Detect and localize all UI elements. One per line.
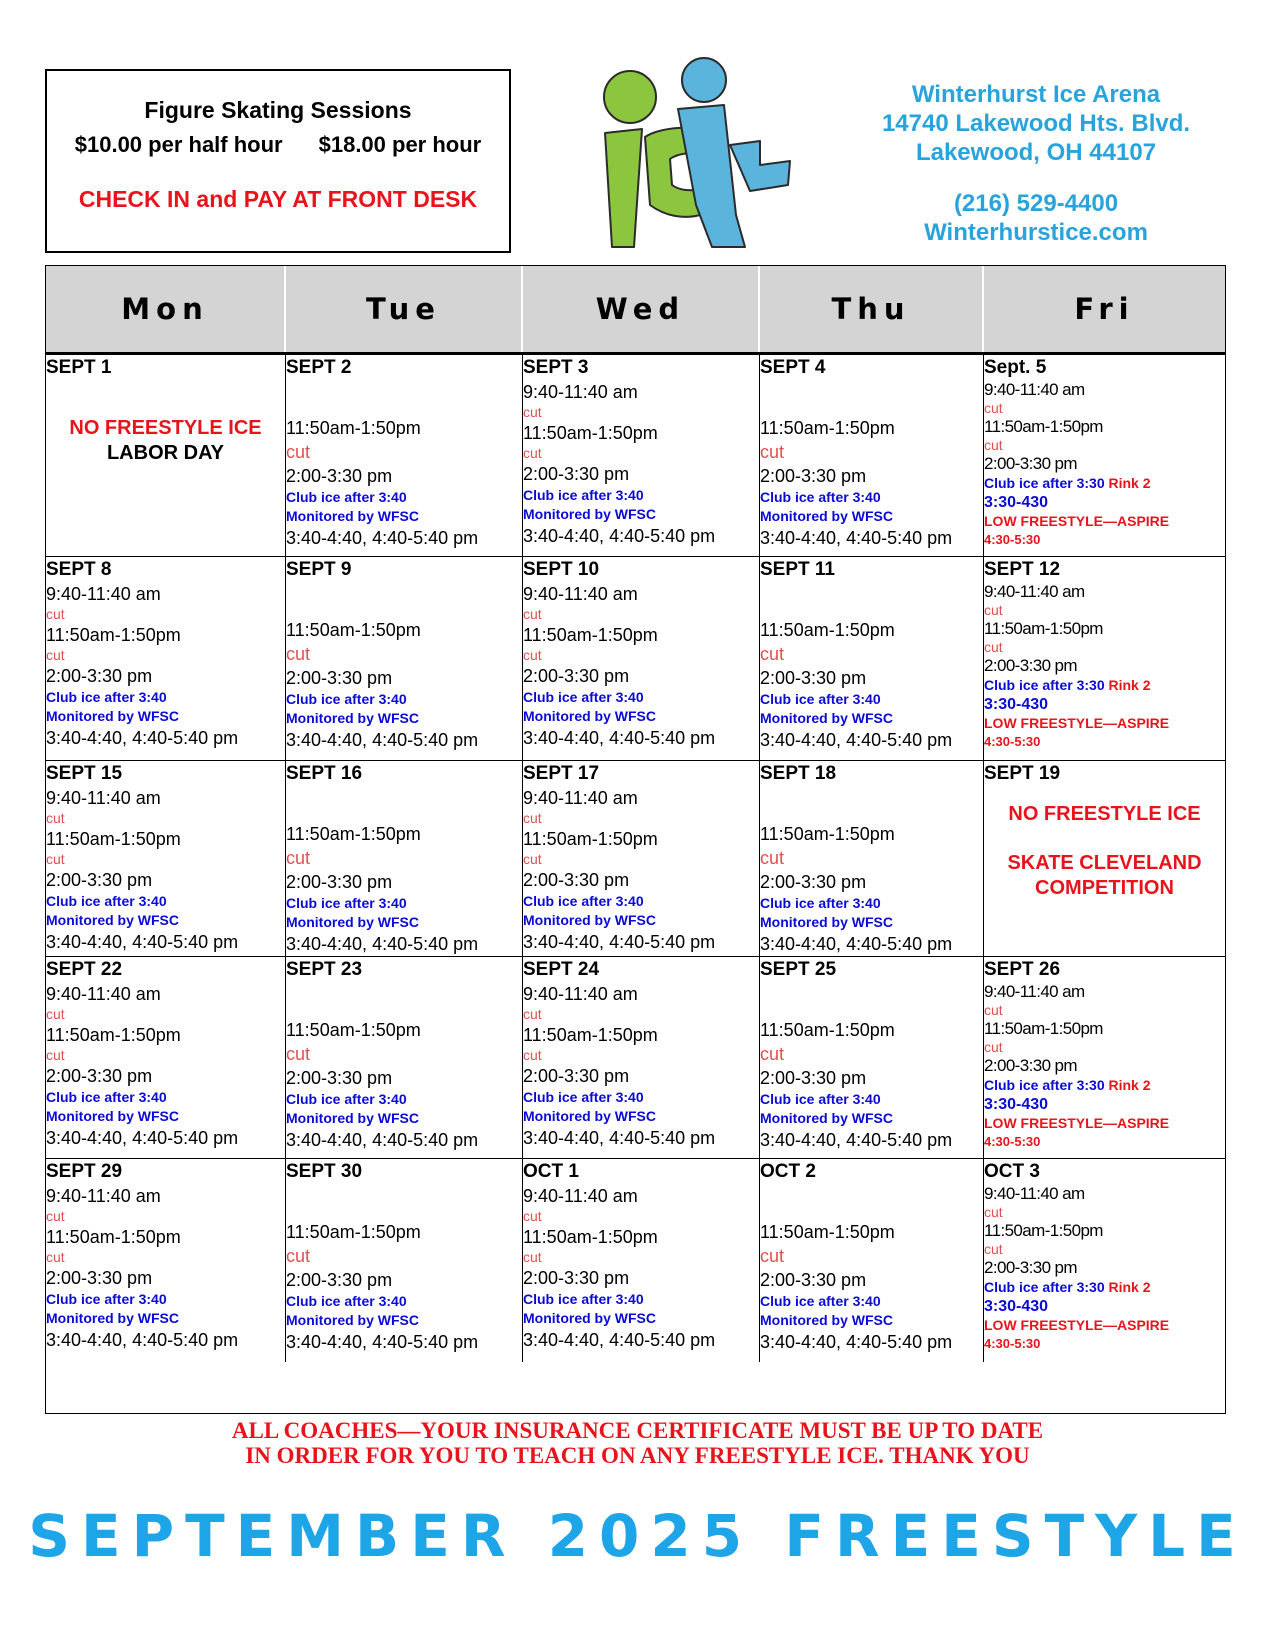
cut-label: cut: [286, 1246, 311, 1266]
calendar-day-cell: [46, 355, 286, 557]
cut-label: cut: [523, 810, 542, 826]
time-midday: 11:50am-1:50pm: [523, 1025, 658, 1045]
time-evening: 3:40-4:40, 4:40-5:40 pm: [760, 1332, 953, 1352]
day-date: SEPT 18: [760, 763, 837, 784]
time-afternoon: 2:00-3:30 pm: [984, 1056, 1077, 1075]
day-date: SEPT 15: [46, 763, 123, 784]
calendar-day-cell: [46, 957, 286, 1159]
cut-label: cut: [46, 1249, 65, 1265]
time-afternoon: 2:00-3:30 pm: [523, 1268, 630, 1288]
cut-label: cut: [46, 647, 65, 663]
time-afternoon: 2:00-3:30 pm: [760, 872, 867, 892]
calendar-day-cell: [984, 761, 1225, 957]
calendar-week-row: [46, 1159, 1225, 1362]
club-ice-note: Club ice after 3:40: [760, 1293, 881, 1309]
calendar-day-cell: [984, 957, 1225, 1159]
calendar-day-cell: [760, 355, 984, 557]
arena-website[interactable]: Winterhurstice.com: [924, 219, 1148, 246]
cut-label: cut: [984, 437, 1003, 453]
time-evening: 3:40-4:40, 4:40-5:40 pm: [523, 1330, 716, 1350]
time-midday: 11:50am-1:50pm: [286, 1222, 421, 1242]
rink-2-label: Rink 2: [1108, 677, 1151, 693]
cut-label: cut: [760, 1246, 785, 1266]
time-am: 9:40-11:40 am: [46, 984, 161, 1004]
friday-club-ice: [984, 676, 1225, 695]
monitored-note: Monitored by WFSC: [46, 708, 179, 724]
club-ice-note: Club ice after 3:40: [760, 895, 881, 911]
spacer: [760, 582, 983, 618]
day-date: SEPT 11: [760, 559, 835, 580]
monitored-note: Monitored by WFSC: [760, 914, 893, 930]
arena-info: [856, 80, 1216, 247]
cut-label: cut: [46, 1208, 65, 1224]
cut-label: cut: [46, 1006, 65, 1022]
day-date: SEPT 2: [286, 357, 352, 378]
monitored-note: Monitored by WFSC: [760, 710, 893, 726]
monitored-note: Monitored by WFSC: [523, 506, 656, 522]
spacer: [286, 1184, 522, 1220]
time-am: 9:40-11:40 am: [523, 584, 638, 604]
time-midday: 11:50am-1:50pm: [46, 829, 181, 849]
day-date: OCT 1: [523, 1161, 579, 1182]
spacer: [760, 380, 983, 416]
time-330: 3:30-430: [984, 494, 1049, 511]
arena-address-1: 14740 Lakewood Hts. Blvd.: [881, 110, 1191, 137]
monitored-note: Monitored by WFSC: [523, 708, 656, 724]
calendar-day-cell: [523, 355, 760, 557]
ice-logo: [600, 55, 825, 250]
time-evening: 3:40-4:40, 4:40-5:40 pm: [760, 934, 953, 954]
day-date: SEPT 19: [984, 763, 1061, 784]
cut-label: cut: [523, 445, 542, 461]
spacer: [286, 380, 522, 416]
day-date: Sept. 5: [984, 357, 1047, 378]
monitored-note: Monitored by WFSC: [46, 1310, 179, 1326]
monitored-note: Monitored by WFSC: [286, 1312, 419, 1328]
time-midday: 11:50am-1:50pm: [46, 1025, 181, 1045]
time-am: 9:40-11:40 am: [523, 1186, 638, 1206]
labor-day-note: LABOR DAY: [106, 442, 225, 464]
time-am: 9:40-11:40 am: [984, 1184, 1085, 1203]
cut-label: cut: [984, 639, 1003, 655]
cut-label: cut: [984, 1204, 1003, 1220]
time-afternoon: 2:00-3:30 pm: [760, 668, 867, 688]
cut-label: cut: [984, 1039, 1003, 1055]
time-afternoon: 2:00-3:30 pm: [523, 666, 630, 686]
no-freestyle-note: NO FREESTYLE ICE: [1008, 803, 1201, 825]
no-freestyle-note: NO FREESTYLE ICE: [69, 417, 262, 439]
time-afternoon: 2:00-3:30 pm: [523, 870, 630, 890]
monitored-note: Monitored by WFSC: [523, 1310, 656, 1326]
day-date: SEPT 26: [984, 959, 1061, 980]
header-wed: Wed: [523, 266, 760, 352]
monitored-note: Monitored by WFSC: [46, 912, 179, 928]
club-ice-note: Club ice after 3:40: [286, 1293, 407, 1309]
cut-label: cut: [46, 606, 65, 622]
club-ice-note: Club ice after 3:40: [523, 1089, 644, 1105]
calendar-week-row: [46, 761, 1225, 957]
spacer: [286, 982, 522, 1018]
calendar-week-row: [46, 355, 1225, 557]
time-evening: 3:40-4:40, 4:40-5:40 pm: [523, 1128, 716, 1148]
time-430: 4:30-5:30: [984, 1134, 1041, 1149]
monitored-note: Monitored by WFSC: [760, 1312, 893, 1328]
calendar-header: [46, 266, 1225, 355]
monitored-note: Monitored by WFSC: [46, 1108, 179, 1124]
day-date: SEPT 30: [286, 1161, 363, 1182]
cut-label: cut: [46, 1047, 65, 1063]
day-date: SEPT 24: [523, 959, 600, 980]
low-freestyle-note: LOW FREESTYLE—ASPIRE: [984, 1115, 1170, 1131]
cut-label: cut: [286, 644, 311, 664]
pricing-title: Figure Skating Sessions: [144, 97, 412, 123]
calendar-day-cell: [760, 1159, 984, 1362]
club-ice-note: Club ice after 3:30: [984, 1279, 1105, 1295]
time-evening: 3:40-4:40, 4:40-5:40 pm: [760, 1130, 953, 1150]
day-date: OCT 3: [984, 1161, 1040, 1182]
day-date: SEPT 10: [523, 559, 600, 580]
calendar-day-cell: [984, 355, 1225, 557]
time-evening: 3:40-4:40, 4:40-5:40 pm: [760, 528, 953, 548]
time-am: 9:40-11:40 am: [984, 380, 1085, 399]
time-midday: 11:50am-1:50pm: [760, 418, 895, 438]
time-afternoon: 2:00-3:30 pm: [46, 1066, 153, 1086]
time-afternoon: 2:00-3:30 pm: [523, 464, 630, 484]
cut-label: cut: [523, 851, 542, 867]
time-430: 4:30-5:30: [984, 532, 1041, 547]
time-evening: 3:40-4:40, 4:40-5:40 pm: [523, 932, 716, 952]
monitored-note: Monitored by WFSC: [760, 508, 893, 524]
spacer: [984, 786, 1225, 802]
calendar-day-cell: [760, 761, 984, 957]
cut-label: cut: [984, 1002, 1003, 1018]
calendar-grid: [45, 265, 1226, 1414]
time-afternoon: 2:00-3:30 pm: [286, 1068, 393, 1088]
time-midday: 11:50am-1:50pm: [46, 1227, 181, 1247]
club-ice-note: Club ice after 3:40: [46, 893, 167, 909]
friday-club-ice: [984, 474, 1225, 493]
time-am: 9:40-11:40 am: [523, 382, 638, 402]
club-ice-note: Club ice after 3:40: [760, 489, 881, 505]
time-evening: 3:40-4:40, 4:40-5:40 pm: [286, 730, 479, 750]
spacer: [46, 380, 285, 416]
spacer: [760, 982, 983, 1018]
time-afternoon: 2:00-3:30 pm: [760, 1270, 867, 1290]
day-date: SEPT 9: [286, 559, 352, 580]
club-ice-note: Club ice after 3:40: [760, 691, 881, 707]
calendar-day-cell: [984, 1159, 1225, 1362]
time-evening: 3:40-4:40, 4:40-5:40 pm: [46, 1128, 239, 1148]
cut-label: cut: [760, 644, 785, 664]
day-date: SEPT 8: [46, 559, 112, 580]
pricing-box: [45, 69, 511, 253]
time-afternoon: 2:00-3:30 pm: [984, 454, 1077, 473]
spacer: [760, 1184, 983, 1220]
day-date: SEPT 25: [760, 959, 837, 980]
club-ice-note: Club ice after 3:30: [984, 475, 1105, 491]
time-am: 9:40-11:40 am: [46, 584, 161, 604]
spacer: [760, 786, 983, 822]
time-midday: 11:50am-1:50pm: [523, 1227, 658, 1247]
time-evening: 3:40-4:40, 4:40-5:40 pm: [286, 934, 479, 954]
time-am: 9:40-11:40 am: [984, 582, 1085, 601]
club-ice-note: Club ice after 3:40: [46, 1291, 167, 1307]
club-ice-note: Club ice after 3:40: [286, 895, 407, 911]
friday-club-ice: [984, 1278, 1225, 1297]
calendar-week-row: [46, 557, 1225, 761]
day-date: SEPT 4: [760, 357, 826, 378]
rink-2-label: Rink 2: [1108, 475, 1151, 491]
time-evening: 3:40-4:40, 4:40-5:40 pm: [46, 932, 239, 952]
day-date: SEPT 1: [46, 357, 112, 378]
skate-cleveland-note: SKATE CLEVELAND: [1007, 852, 1202, 874]
time-midday: 11:50am-1:50pm: [984, 619, 1103, 638]
day-date: SEPT 16: [286, 763, 363, 784]
arena-name: Winterhurst Ice Arena: [911, 81, 1161, 108]
club-ice-note: Club ice after 3:40: [760, 1091, 881, 1107]
time-evening: 3:40-4:40, 4:40-5:40 pm: [46, 728, 239, 748]
low-freestyle-note: LOW FREESTYLE—ASPIRE: [984, 715, 1170, 731]
calendar-day-cell: [286, 355, 523, 557]
time-midday: 11:50am-1:50pm: [984, 1221, 1103, 1240]
club-ice-note: Club ice after 3:40: [523, 487, 644, 503]
header-tue: Tue: [286, 266, 523, 352]
time-evening: 3:40-4:40, 4:40-5:40 pm: [286, 528, 479, 548]
rink-2-label: Rink 2: [1108, 1279, 1151, 1295]
cut-label: cut: [46, 851, 65, 867]
rink-2-label: Rink 2: [1108, 1077, 1151, 1093]
cut-label: cut: [523, 1249, 542, 1265]
calendar-day-cell: [523, 557, 760, 761]
time-midday: 11:50am-1:50pm: [523, 423, 658, 443]
time-evening: 3:40-4:40, 4:40-5:40 pm: [286, 1130, 479, 1150]
cut-label: cut: [523, 1006, 542, 1022]
day-date: SEPT 23: [286, 959, 363, 980]
cut-label: cut: [760, 442, 785, 462]
time-midday: 11:50am-1:50pm: [523, 625, 658, 645]
time-midday: 11:50am-1:50pm: [286, 620, 421, 640]
calendar-day-cell: [523, 957, 760, 1159]
club-ice-note: Club ice after 3:40: [523, 1291, 644, 1307]
time-midday: 11:50am-1:50pm: [984, 417, 1103, 436]
calendar-day-cell: [760, 557, 984, 761]
cut-label: cut: [46, 810, 65, 826]
cut-label: cut: [523, 404, 542, 420]
time-afternoon: 2:00-3:30 pm: [760, 466, 867, 486]
time-midday: 11:50am-1:50pm: [984, 1019, 1103, 1038]
day-date: SEPT 3: [523, 357, 589, 378]
cut-label: cut: [286, 442, 311, 462]
time-afternoon: 2:00-3:30 pm: [286, 466, 393, 486]
low-freestyle-note: LOW FREESTYLE—ASPIRE: [984, 1317, 1170, 1333]
time-afternoon: 2:00-3:30 pm: [523, 1066, 630, 1086]
cut-label: cut: [286, 848, 311, 868]
club-ice-note: Club ice after 3:40: [286, 1091, 407, 1107]
insurance-notice: [0, 1418, 1275, 1468]
day-date: SEPT 17: [523, 763, 600, 784]
time-midday: 11:50am-1:50pm: [760, 824, 895, 844]
calendar-day-cell: [760, 957, 984, 1159]
calendar-day-cell: [286, 761, 523, 957]
header-thu: Thu: [760, 266, 984, 352]
monitored-note: Monitored by WFSC: [286, 508, 419, 524]
time-midday: 11:50am-1:50pm: [286, 824, 421, 844]
cut-label: cut: [523, 1208, 542, 1224]
monitored-note: Monitored by WFSC: [523, 912, 656, 928]
time-afternoon: 2:00-3:30 pm: [286, 1270, 393, 1290]
time-evening: 3:40-4:40, 4:40-5:40 pm: [523, 728, 716, 748]
time-afternoon: 2:00-3:30 pm: [46, 1268, 153, 1288]
cut-label: cut: [760, 848, 785, 868]
spacer: [286, 786, 522, 822]
header-fri: Fri: [984, 266, 1225, 352]
day-date: OCT 2: [760, 1161, 816, 1182]
club-ice-note: Club ice after 3:40: [46, 1089, 167, 1105]
time-midday: 11:50am-1:50pm: [523, 829, 658, 849]
cut-label: cut: [760, 1044, 785, 1064]
club-ice-note: Club ice after 3:40: [286, 489, 407, 505]
club-ice-note: Club ice after 3:40: [286, 691, 407, 707]
calendar-day-cell: [286, 557, 523, 761]
calendar-day-cell: [46, 1159, 286, 1362]
time-evening: 3:40-4:40, 4:40-5:40 pm: [523, 526, 716, 546]
cut-label: cut: [286, 1044, 311, 1064]
time-afternoon: 2:00-3:30 pm: [46, 666, 153, 686]
header-mon: Mon: [46, 266, 286, 352]
calendar-day-cell: [523, 761, 760, 957]
time-midday: 11:50am-1:50pm: [286, 418, 421, 438]
monitored-note: Monitored by WFSC: [286, 1110, 419, 1126]
calendar-week-row: [46, 957, 1225, 1159]
time-afternoon: 2:00-3:30 pm: [760, 1068, 867, 1088]
time-am: 9:40-11:40 am: [984, 982, 1085, 1001]
time-afternoon: 2:00-3:30 pm: [286, 668, 393, 688]
time-330: 3:30-430: [984, 696, 1049, 713]
time-evening: 3:40-4:40, 4:40-5:40 pm: [286, 1332, 479, 1352]
insurance-line-2: IN ORDER FOR YOU TO TEACH ON ANY FREESTYLE ICE. THANK YOU: [245, 1443, 1030, 1468]
cut-label: cut: [523, 1047, 542, 1063]
time-midday: 11:50am-1:50pm: [46, 625, 181, 645]
pricing-rates: [47, 132, 509, 158]
cut-label: cut: [523, 647, 542, 663]
insurance-line-1: ALL COACHES—YOUR INSURANCE CERTIFICATE MUST BE UP TO DATE: [231, 1418, 1044, 1443]
calendar-day-cell: [286, 1159, 523, 1362]
time-am: 9:40-11:40 am: [46, 1186, 161, 1206]
time-am: 9:40-11:40 am: [523, 984, 638, 1004]
page-title: SEPTEMBER 2025 FREESTYLE: [28, 1502, 1247, 1570]
cut-label: cut: [984, 602, 1003, 618]
time-330: 3:30-430: [984, 1096, 1049, 1113]
time-430: 4:30-5:30: [984, 734, 1041, 749]
club-ice-note: Club ice after 3:40: [46, 689, 167, 705]
time-430: 4:30-5:30: [984, 1336, 1041, 1351]
time-afternoon: 2:00-3:30 pm: [286, 872, 393, 892]
time-afternoon: 2:00-3:30 pm: [46, 870, 153, 890]
time-afternoon: 2:00-3:30 pm: [984, 656, 1077, 675]
time-evening: 3:40-4:40, 4:40-5:40 pm: [760, 730, 953, 750]
half-hour-rate: $10.00 per half hour: [74, 132, 283, 157]
calendar-day-cell: [523, 1159, 760, 1362]
cut-label: cut: [984, 1241, 1003, 1257]
spacer: [984, 827, 1225, 851]
time-am: 9:40-11:40 am: [46, 788, 161, 808]
arena-address-2: Lakewood, OH 44107: [915, 139, 1157, 166]
calendar-day-cell: [46, 761, 286, 957]
monitored-note: Monitored by WFSC: [760, 1110, 893, 1126]
club-ice-note: Club ice after 3:40: [523, 689, 644, 705]
check-in-note: CHECK IN and PAY AT FRONT DESK: [78, 186, 478, 212]
club-ice-note: Club ice after 3:40: [523, 893, 644, 909]
spacer: [286, 582, 522, 618]
day-date: SEPT 22: [46, 959, 123, 980]
monitored-note: Monitored by WFSC: [286, 914, 419, 930]
calendar-day-cell: [984, 557, 1225, 761]
friday-club-ice: [984, 1076, 1225, 1095]
day-date: SEPT 12: [984, 559, 1061, 580]
calendar-day-cell: [286, 957, 523, 1159]
monitored-note: Monitored by WFSC: [286, 710, 419, 726]
competition-note: COMPETITION: [1035, 877, 1174, 899]
time-midday: 11:50am-1:50pm: [760, 620, 895, 640]
time-am: 9:40-11:40 am: [523, 788, 638, 808]
hour-rate: $18.00 per hour: [318, 132, 482, 157]
low-freestyle-note: LOW FREESTYLE—ASPIRE: [984, 513, 1170, 529]
cut-label: cut: [984, 400, 1003, 416]
monitored-note: Monitored by WFSC: [523, 1108, 656, 1124]
time-330: 3:30-430: [984, 1298, 1049, 1315]
club-ice-note: Club ice after 3:30: [984, 1077, 1105, 1093]
time-midday: 11:50am-1:50pm: [760, 1020, 895, 1040]
day-date: SEPT 29: [46, 1161, 123, 1182]
club-ice-note: Club ice after 3:30: [984, 677, 1105, 693]
time-midday: 11:50am-1:50pm: [760, 1222, 895, 1242]
time-midday: 11:50am-1:50pm: [286, 1020, 421, 1040]
arena-phone: (216) 529-4400: [953, 190, 1119, 217]
time-afternoon: 2:00-3:30 pm: [984, 1258, 1077, 1277]
calendar-day-cell: [46, 557, 286, 761]
time-evening: 3:40-4:40, 4:40-5:40 pm: [46, 1330, 239, 1350]
cut-label: cut: [523, 606, 542, 622]
